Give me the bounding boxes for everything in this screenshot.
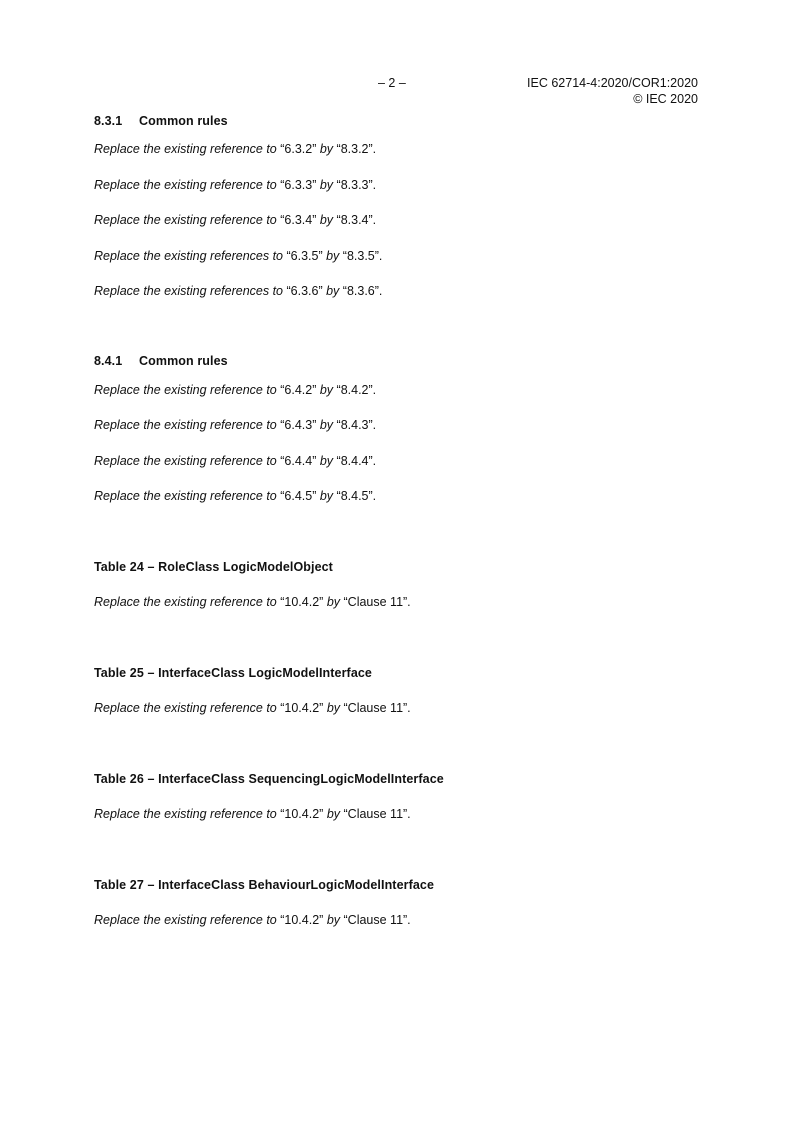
table-26-heading: Table 26 – InterfaceClass SequencingLogicModelInterface [94, 772, 444, 786]
new-reference: “8.4.3”. [336, 418, 377, 432]
instruction-lead: Replace the existing reference to [94, 142, 277, 156]
new-reference: “8.3.3”. [336, 178, 377, 192]
new-reference: “8.4.4”. [336, 454, 377, 468]
instruction-by: by [326, 701, 341, 715]
page-number: – 2 – [378, 76, 406, 90]
replacement-instruction [94, 595, 411, 610]
replacement-instruction [94, 213, 376, 228]
new-reference: “8.3.6”. [342, 284, 383, 298]
old-reference: “6.4.5” [280, 489, 317, 503]
instruction-by: by [326, 807, 341, 821]
copyright-notice: © IEC 2020 [633, 92, 698, 106]
instruction-by: by [319, 418, 334, 432]
instruction-by: by [319, 213, 334, 227]
instruction-lead: Replace the existing references to [94, 249, 283, 263]
replacement-instruction [94, 701, 411, 716]
old-reference: “6.3.5” [286, 249, 323, 263]
replacement-instruction [94, 284, 382, 299]
heading-number: 8.3.1 [94, 114, 123, 128]
new-reference: “Clause 11”. [343, 807, 411, 821]
replacement-instruction [94, 178, 376, 193]
old-reference: “6.3.2” [280, 142, 317, 156]
heading-title: Common rules [139, 114, 228, 128]
new-reference: “8.3.2”. [336, 142, 377, 156]
old-reference: “6.3.6” [286, 284, 323, 298]
instruction-by: by [326, 595, 341, 609]
instruction-by: by [319, 454, 334, 468]
instruction-lead: Replace the existing reference to [94, 595, 277, 609]
instruction-by: by [326, 913, 341, 927]
table-27-heading: Table 27 – InterfaceClass BehaviourLogicModelInterface [94, 878, 435, 892]
instruction-lead: Replace the existing reference to [94, 807, 277, 821]
instruction-lead: Replace the existing reference to [94, 213, 277, 227]
old-reference: “6.3.4” [280, 213, 317, 227]
instruction-lead: Replace the existing reference to [94, 178, 277, 192]
document-id: IEC 62714-4:2020/COR1:2020 [527, 76, 698, 90]
new-reference: “8.4.5”. [336, 489, 377, 503]
instruction-by: by [319, 178, 334, 192]
replacement-instruction [94, 913, 411, 928]
replacement-instruction [94, 454, 376, 469]
instruction-lead: Replace the existing reference to [94, 913, 277, 927]
old-reference: “10.4.2” [280, 701, 324, 715]
heading-number: 8.4.1 [94, 354, 123, 368]
instruction-lead: Replace the existing reference to [94, 383, 277, 397]
instruction-by: by [319, 383, 334, 397]
section-heading-8-3-1 [94, 114, 228, 129]
instruction-lead: Replace the existing reference to [94, 489, 277, 503]
new-reference: “Clause 11”. [343, 913, 411, 927]
instruction-by: by [326, 284, 340, 298]
new-reference: “Clause 11”. [343, 595, 411, 609]
old-reference: “10.4.2” [280, 595, 324, 609]
replacement-instruction [94, 142, 376, 157]
replacement-instruction [94, 807, 411, 822]
section-heading-8-4-1 [94, 354, 228, 369]
old-reference: “6.4.4” [280, 454, 317, 468]
instruction-lead: Replace the existing reference to [94, 418, 277, 432]
old-reference: “6.4.3” [280, 418, 317, 432]
new-reference: “8.3.5”. [342, 249, 383, 263]
replacement-instruction [94, 418, 376, 433]
instruction-by: by [319, 489, 334, 503]
table-25-heading: Table 25 – InterfaceClass LogicModelInterface [94, 666, 372, 680]
instruction-by: by [326, 249, 340, 263]
instruction-lead: Replace the existing reference to [94, 454, 277, 468]
new-reference: “8.4.2”. [336, 383, 377, 397]
old-reference: “10.4.2” [280, 807, 324, 821]
table-24-heading: Table 24 – RoleClass LogicModelObject [94, 560, 333, 574]
replacement-instruction [94, 249, 382, 264]
instruction-lead: Replace the existing references to [94, 284, 283, 298]
instruction-lead: Replace the existing reference to [94, 701, 277, 715]
new-reference: “8.3.4”. [336, 213, 377, 227]
heading-title: Common rules [139, 354, 228, 368]
old-reference: “6.3.3” [280, 178, 317, 192]
instruction-by: by [319, 142, 334, 156]
old-reference: “10.4.2” [280, 913, 324, 927]
replacement-instruction [94, 383, 376, 398]
old-reference: “6.4.2” [280, 383, 317, 397]
replacement-instruction [94, 489, 376, 504]
new-reference: “Clause 11”. [343, 701, 411, 715]
